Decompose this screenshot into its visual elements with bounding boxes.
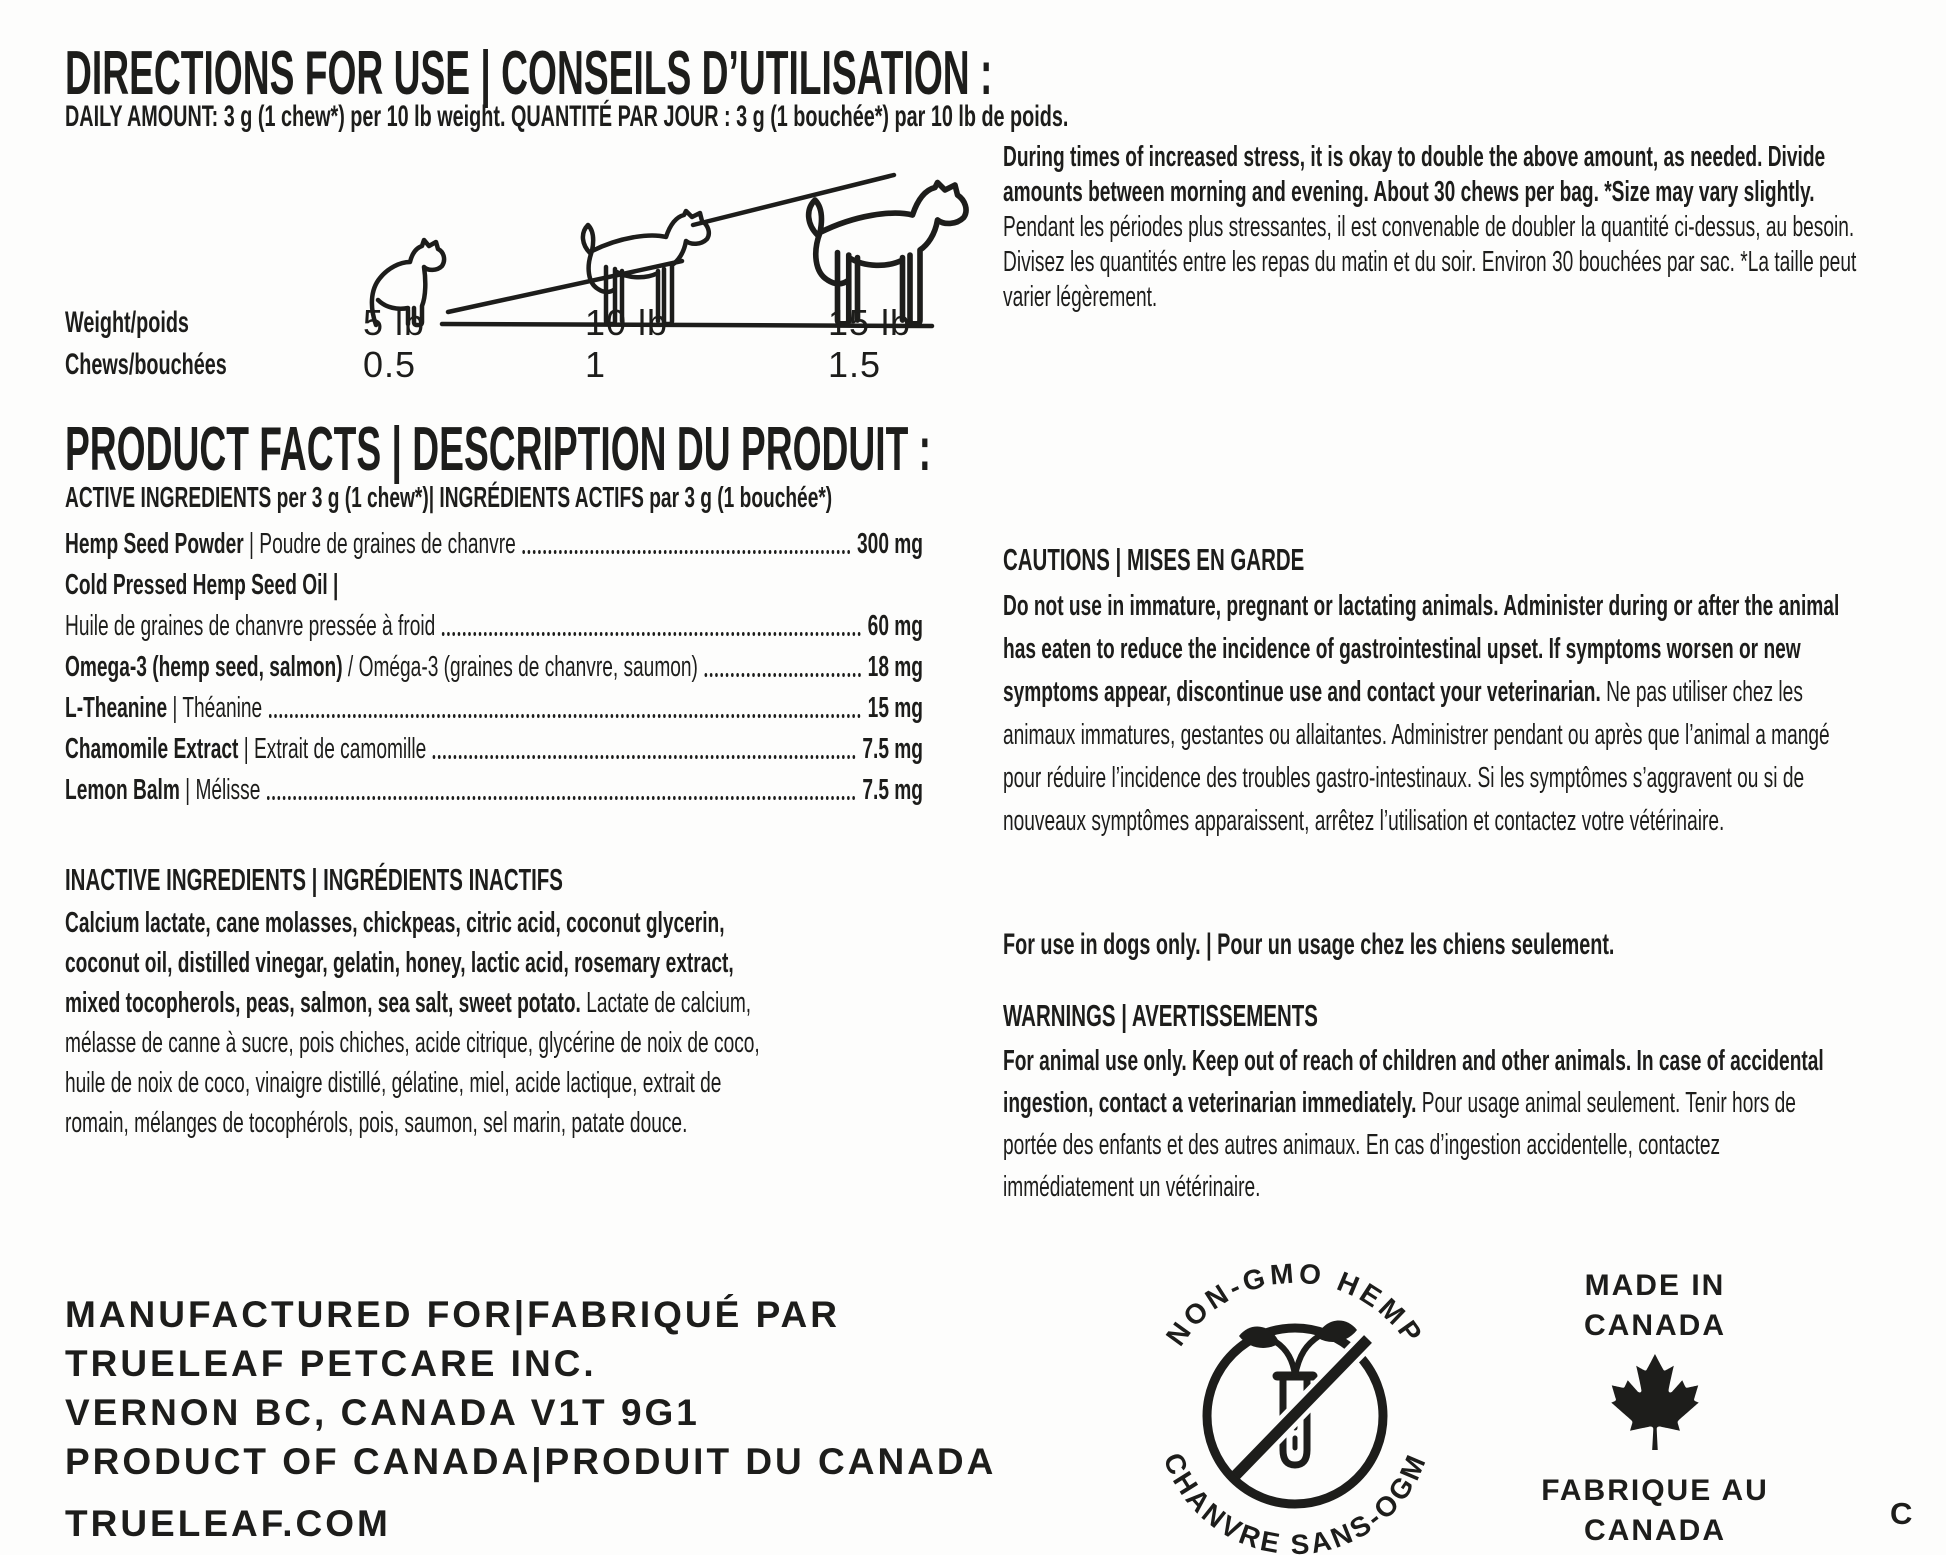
chews-15: 1.5 [828,344,882,385]
ingredient-name-fr: | Extrait de camomille [238,733,427,765]
ingredient-name-fr: | Poudre de graines de chanvre [243,528,516,560]
stress-note [1003,140,1861,315]
ingredient-row-chamomile [65,725,923,766]
sprout-stems [1276,1336,1319,1376]
ingredient-name-en: L-Theanine [65,692,168,724]
dogs-only-note: For use in dogs only. | Pour un usage chez les chiens seulement. [1003,928,1615,961]
cautions-fr: Ne pas utiliser chez les animaux immatures, gestantes ou allaitantes. Administrer pendant ou après que l’animal a mangé pour réduire l’incidence des troubles gastro-intestinaux. Si les symptômes s’aggravent ou si de nouveaux symptômes apparaissent, arrêtez l’utilisation et contactez votre vétérinaire. [1003,676,1830,837]
chews-1: 1 [585,344,607,385]
ingredient-row-l-theanine [65,684,923,725]
ingredient-name-en: Hemp Seed Powder [65,528,244,560]
chews-05: 0.5 [363,344,417,385]
dot-leader [442,632,861,636]
non-gmo-hemp-badge [1135,1258,1455,1555]
ingredient-name-fr: Huile de graines de chanvre pressée à froid [65,610,436,642]
ingredient-amount: 300 mg [857,528,924,560]
inactive-ingredients-heading: INACTIVE INGREDIENTS | INGRÉDIENTS INACTIFS [65,862,563,897]
ingredient-name-en: Cold Pressed Hemp Seed Oil | [65,569,339,601]
fabrique-line2: CANADA [1584,1514,1726,1547]
ingredient-amount: 18 mg [867,651,924,683]
warnings-text [1003,1040,1841,1208]
ingredient-name-fr: | Théanine [167,692,263,724]
ingredient-row-lemon-balm [65,766,923,807]
dot-leader [522,550,850,554]
badge-text-bottom: CHANVRE SANS-OGM [1157,1448,1433,1555]
dot-leader [433,755,856,759]
warnings-fr: Pour usage animal seulement. Tenir hors de portée des enfants et des autres animaux. En cas d’ingestion accidentelle, contactez immédiatement un vétérinaire. [1003,1087,1796,1203]
ingredient-amount: 60 mg [867,610,924,642]
weight-15lb: 15 lb [828,302,912,343]
weight-10lb: 10 lb [585,302,669,343]
ingredient-amount: 15 mg [867,692,924,724]
product-facts-heading: PRODUCT FACTS | DESCRIPTION DU PRODUIT : [65,415,932,484]
weight-row-label: Weight/poids [65,306,189,339]
ingredient-amount: 7.5 mg [862,733,924,765]
ingredient-row-omega3 [65,643,923,684]
warnings-heading: WARNINGS | AVERTISSEMENTS [1003,998,1318,1033]
cautions-text [1003,585,1858,843]
ingredient-name-fr: | Mélisse [179,774,261,806]
ingredient-name-fr: / Oméga-3 (graines de chanvre, saumon) [342,651,698,683]
active-ingredients-list [65,520,923,807]
fabrique-line1: FABRIQUE AU [1541,1474,1769,1507]
ingredient-name-en: Chamomile Extract [65,733,239,765]
svg-text:NON-GMO HEMP [1160,1258,1430,1351]
made-in-line2: CANADA [1584,1309,1726,1342]
inactive-ingredients-fr: Lactate de calcium, mélasse de canne à sucre, pois chiches, acide citrique, glycérine de noix de coco, huile de noix de coco, vinaigre distillé, gélatine, miel, acide lactique, extrait de romain, mélanges de tocophérols, pois, saumon, sel marin, patate douce. [65,987,760,1139]
weight-5lb: 5 lb [363,302,426,343]
stress-note-en: During times of increased stress, it is okay to double the above amount, as needed. Divide amounts between morning and evening. About 30 chews per bag. *Size may vary slightly. [1003,141,1826,208]
website-url: TRUELEAF.COM [65,1503,391,1544]
ingredient-name-en: Lemon Balm [65,774,180,806]
inactive-ingredients-text [65,903,771,1143]
ingredient-amount: 7.5 mg [862,774,924,806]
directions-heading: DIRECTIONS FOR USE | CONSEILS D’UTILISATION : [65,39,993,108]
manufactured-for-line: MANUFACTURED FOR|FABRIQUÉ PAR [65,1294,840,1335]
product-of-canada-line: PRODUCT OF CANADA|PRODUIT DU CANADA [65,1441,997,1482]
ingredient-name-en: Omega-3 (hemp seed, salmon) [65,651,343,683]
inactive-ingredients-en: Calcium lactate, cane molasses, chickpeas, citric acid, coconut glycerin, coconut oil, distilled vinegar, gelatin, honey, lactic acid, rosemary extract, mixed tocopherols, peas, salmon, sea salt, sweet potato. [65,907,734,1019]
dot-leader [267,796,856,800]
active-ingredients-heading: ACTIVE INGREDIENTS per 3 g (1 chew*)| INGRÉDIENTS ACTIFS par 3 g (1 bouchée*) [65,482,833,514]
dot-leader [269,714,861,718]
ingredient-row-hemp-seed-oil-en [65,561,923,602]
maple-leaf-icon [1520,1354,1790,1461]
stress-note-fr: Pendant les périodes plus stressantes, il est convenable de doubler la quantité ci-dessus, au besoin. Divisez les quantités entre les repas du matin et du soir. Environ 30 bouchées par sac. *La taille peut varier légèrement. [1003,211,1857,313]
dot-leader [705,673,862,677]
made-in-canada-block [1520,1266,1790,1551]
manufacturer-block [65,1290,996,1548]
address-line: VERNON BC, CANADA V1T 9G1 [65,1392,700,1433]
cautions-heading: CAUTIONS | MISES EN GARDE [1003,542,1305,577]
cautions-en: Do not use in immature, pregnant or lactating animals. Administer during or after the animal has eaten to reduce the incidence of gastrointestinal upset. If symptoms worsen or new symptoms appear, discontinue use and contact your veterinarian. [1003,590,1840,708]
chews-row-label: Chews/bouchées [65,348,227,381]
corner-marker: C [1890,1496,1915,1531]
daily-amount-line: DAILY AMOUNT: 3 g (1 chew*) per 10 lb weight. QUANTITÉ PAR JOUR : 3 g (1 bouchée*) par 10 lb de poids. [65,100,1069,133]
ingredient-row-hemp-seed-oil-fr [65,602,923,643]
made-in-line1: MADE IN [1584,1269,1726,1302]
ingredient-row-hemp-seed-powder [65,520,923,561]
badge-text-top: NON-GMO HEMP [1159,1258,1431,1352]
company-name-line: TRUELEAF PETCARE INC. [65,1343,597,1384]
sprout-leaf-right [1318,1321,1357,1342]
warnings-en: For animal use only. Keep out of reach of children and other animals. In case of accidental ingestion, contact a veterinarian immediately. [1003,1045,1824,1119]
